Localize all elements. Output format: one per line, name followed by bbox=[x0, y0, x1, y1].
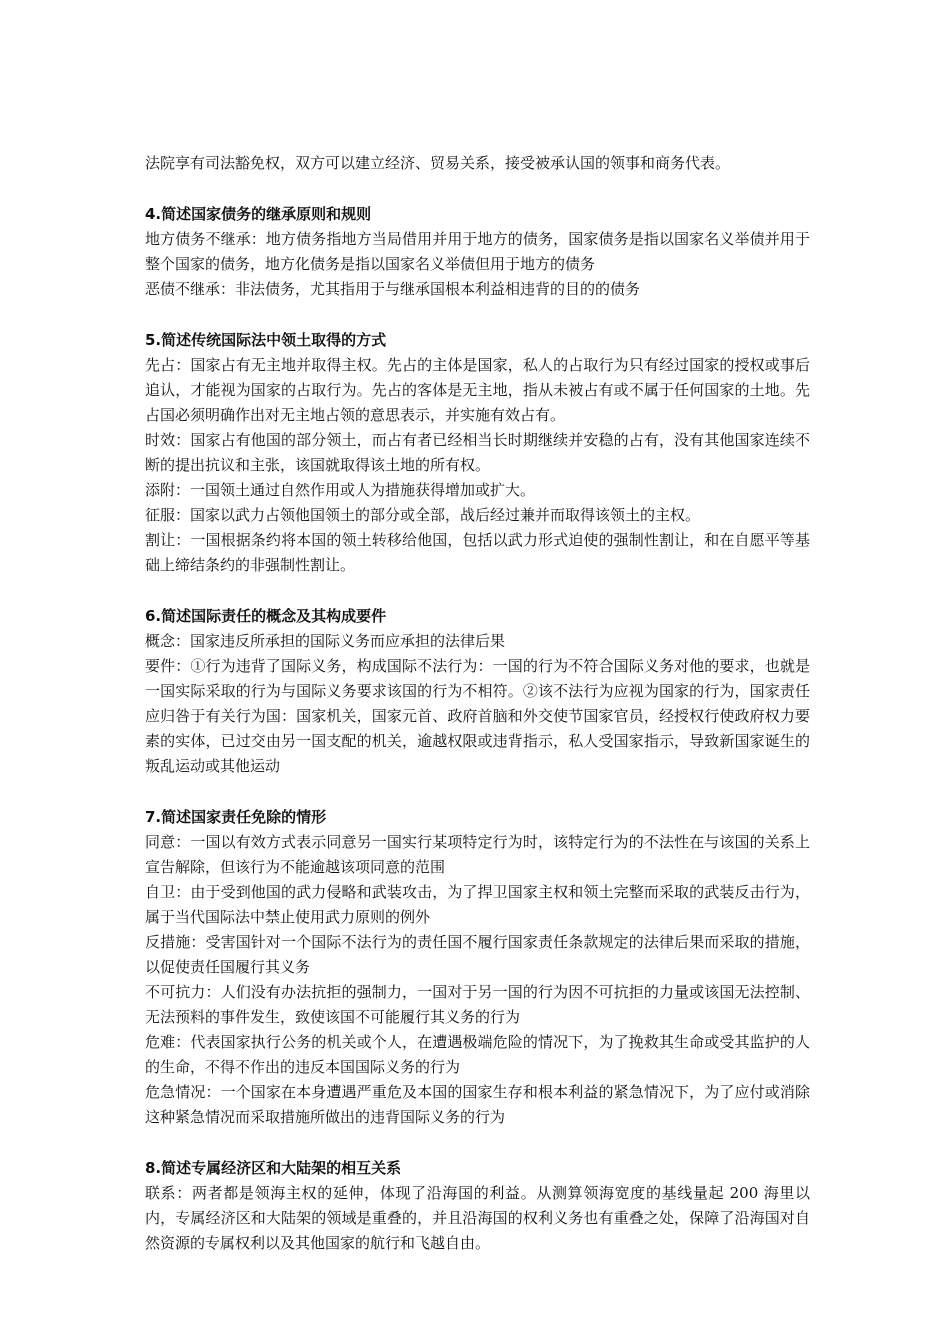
section-territory-acquisition bbox=[145, 327, 810, 578]
paragraph: 反措施：受害国针对一个国际不法行为的责任国不履行国家责任条款规定的法律后果而采取的措施，以促使责任国履行其义务 bbox=[145, 933, 810, 976]
document-page bbox=[145, 151, 810, 1256]
section-international-responsibility bbox=[145, 603, 810, 779]
paragraph: 危急情况：一个国家在本身遭遇严重危及本国的国家生存和根本利益的紧急情况下，为了应付或消除这种紧急情况而采取措施所做出的违背国际义务的行为 bbox=[145, 1083, 810, 1126]
paragraph: 危难：代表国家执行公务的机关或个人，在遭遇极端危险的情况下，为了挽救其生命或受其监护的人的生命，不得不作出的违反本国国际义务的行为 bbox=[145, 1033, 810, 1076]
paragraph: 不可抗力：人们没有办法抗拒的强制力，一国对于另一国的行为因不可抗拒的力量或该国无法控制、无法预料的事件发生，致使该国不可能履行其义务的行为 bbox=[145, 983, 810, 1026]
paragraph: 割让：一国根据条约将本国的领土转移给他国，包括以武力形式迫使的强制性割让，和在自愿平等基础上缔结条约的非强制性割让。 bbox=[145, 531, 810, 574]
paragraph: 恶债不继承：非法债务，尤其指用于与继承国根本利益相违背的目的的债务 bbox=[145, 280, 641, 298]
paragraph: 先占：国家占有无主地并取得主权。先占的主体是国家，私人的占取行为只有经过国家的授权或事后追认，才能视为国家的占取行为。先占的客体是无主地，指从未被占有或不属于任何国家的土地。先占国必须明确作出对无主地占领的意思表示，并实施有效占有。 bbox=[145, 356, 810, 424]
section-heading: 7.简述国家责任免除的情形 bbox=[145, 808, 327, 826]
intro-paragraph: 法院享有司法豁免权，双方可以建立经济、贸易关系，接受被承认国的领事和商务代表。 bbox=[145, 154, 731, 172]
paragraph: 自卫：由于受到他国的武力侵略和武装攻击，为了捍卫国家主权和领土完整而采取的武装反击行为，属于当代国际法中禁止使用武力原则的例外 bbox=[145, 883, 810, 926]
paragraph: 要件：①行为违背了国际义务，构成国际不法行为：一国的行为不符合国际义务对他的要求，也就是一国实际采取的行为与国际义务要求该国的行为不相符。②该不法行为应视为国家的行为，国家责任应归咎于有关行为国：国家机关，国家元首、政府首脑和外交使节国家官员，经授权行使政府权力要素的实体，已过交由另一国支配的机关，逾越权限或违背指示，私人受国家指示，导致新国家诞生的叛乱运动或其他运动 bbox=[145, 657, 810, 775]
paragraph: 时效：国家占有他国的部分领土，而占有者已经相当长时期继续并安稳的占有，没有其他国家连续不断的提出抗议和主张，该国就取得该土地的所有权。 bbox=[145, 431, 810, 474]
paragraph: 征服：国家以武力占领他国领土的部分或全部，战后经过兼并而取得该领土的主权。 bbox=[145, 506, 701, 524]
paragraph: 联系：两者都是领海主权的延伸，体现了沿海国的利益。从测算领海宽度的基线量起 200 海里以内，专属经济区和大陆架的领域是重叠的，并且沿海国的权利义务也有重叠之处，保障了沿海国对自然资源的专属权利以及其他国家的航行和飞越自由。 bbox=[145, 1184, 810, 1252]
section-heading: 5.简述传统国际法中领土取得的方式 bbox=[145, 331, 387, 349]
section-debt-succession bbox=[145, 201, 810, 302]
section-heading: 4.简述国家债务的继承原则和规则 bbox=[145, 205, 372, 223]
paragraph: 地方债务不继承：地方债务指地方当局借用并用于地方的债务，国家债务是指以国家名义举债并用于整个国家的债务，地方化债务是指以国家名义举债但用于地方的债务 bbox=[145, 230, 810, 273]
paragraph: 添附：一国领土通过自然作用或人为措施获得增加或扩大。 bbox=[145, 481, 536, 499]
section-responsibility-exemption bbox=[145, 804, 810, 1130]
paragraph: 概念：国家违反所承担的国际义务而应承担的法律后果 bbox=[145, 632, 506, 650]
paragraph: 同意：一国以有效方式表示同意另一国实行某项特定行为时，该特定行为的不法性在与该国的关系上宣告解除，但该行为不能逾越该项同意的范围 bbox=[145, 833, 810, 876]
section-eez-continental-shelf bbox=[145, 1155, 810, 1256]
section-heading: 6.简述国际责任的概念及其构成要件 bbox=[145, 607, 387, 625]
section-heading: 8.简述专属经济区和大陆架的相互关系 bbox=[145, 1159, 402, 1177]
